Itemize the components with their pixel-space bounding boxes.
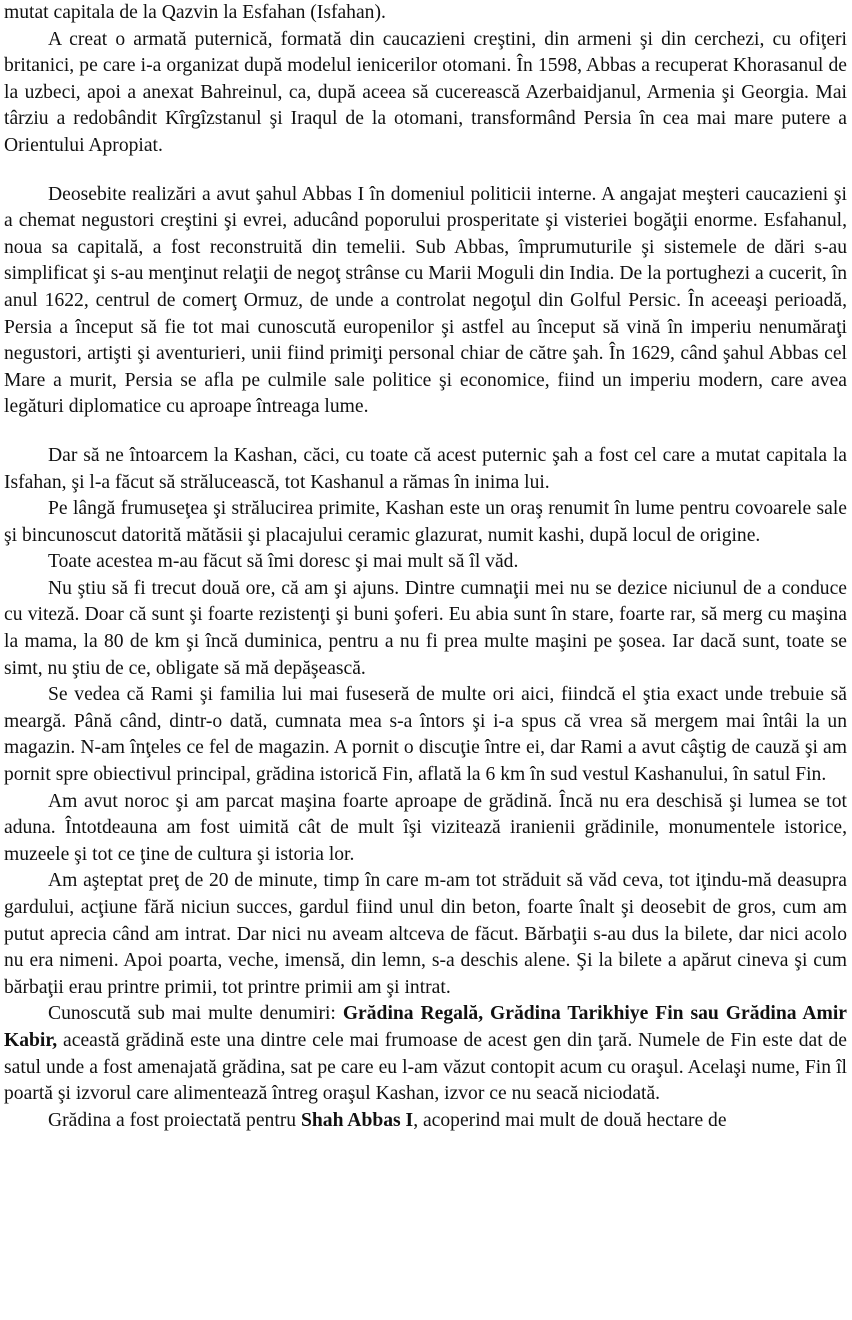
paragraph xyxy=(4,682,847,788)
paragraph-text: Deosebite realizări a avut şahul Abbas I în domeniul politicii interne. A angajat meşteri caucazieni şi a chemat negustori creştini şi evrei, aducând poporului prosperitate şi visteriei bogăţii enorme. Esfahanul, noua sa capitală, a fost reconstruită din temelii. Sub Abbas, împrumuturile şi sistemele de dări s-au simplificat şi s-au menţinut relaţii de negoţ strânse cu Marii Moguli din India. De la portughezi a cucerit, în anul 1622, centrul de comerţ Ormuz, de unde a controlat negoţul din Golful Persic. În aceeaşi perioadă, Persia a început să fie tot mai cunoscută europenilor şi astfel au început să vină în imperiu nenumăraţi negustori, artişti şi aventurieri, unii fiind primiţi personal chiar de către şah. În 1629, când şahul Abbas cel Mare a murit, Persia se afla pe culmile sale politice şi economice, fiind un imperiu modern, care avea legături diplomatice cu aproape întreaga lume. xyxy=(4,183,847,418)
shah-name-bold: Shah Abbas I xyxy=(300,1109,414,1131)
paragraph xyxy=(4,0,847,27)
paragraph xyxy=(4,27,847,160)
paragraph-text: Toate acestea m-au făcut să îmi doresc şi mai mult să îl văd. xyxy=(48,551,519,573)
paragraph-text: Se vedea că Rami şi familia lui mai fuseseră de multe ori aici, fiindcă el ştia exact unde trebuie să meargă. Până când, dintr-o dată, cumnata mea s-a întors şi i-a spus că vrea să mergem mai întâi la un magazin. N-am înţeles ce fel de magazin. A pornit o discuţie între ei, dar Rami a avut câştig de cauză şi am pornit spre obiectivul principal, grădina istorică Fin, aflată la 6 km în sud vestul Kashanului, în satul Fin. xyxy=(4,684,847,786)
paragraph-text: Nu ştiu să fi trecut două ore, că am şi ajuns. Dintre cumnaţii mei nu se dezice niciunul de a conduce cu viteză. Doar că sunt şi foarte rezistenţi şi buni şoferi. Eu abia sunt în stare, foarte rar, să merg cu maşina la mama, la 80 de km şi încă duminica, pentru a nu fi prea multe maşini pe şosea. Iar dacă sunt, toate se simt, nu ştiu de ce, obligate să mă depăşească. xyxy=(4,577,847,679)
paragraph-text: mutat capitala de la Qazvin la Esfahan (Isfahan). xyxy=(4,2,386,23)
paragraph xyxy=(4,868,847,1001)
paragraph-text: Am avut noroc şi am parcat maşina foarte aproape de grădină. Încă nu era deschisă şi lumea se tot aduna. Întotdeauna am fost uimită cât de mult îşi vizitează iranienii grădinile, monumentele istorice, muzeele şi tot ce ţine de cultura şi istoria lor. xyxy=(4,790,847,865)
paragraph xyxy=(4,789,847,869)
paragraph xyxy=(4,1108,847,1135)
paragraph-text: această grădină este una dintre cele mai frumoase de acest gen din ţară. Numele de Fin este dat de satul unde a fost amenajată grădina, sat pe care eu l-am văzut contopit acum cu oraşul. Acelaşi nume, Fin îl poartă şi izvorul care alimentează întreg oraşul Kashan, izvor ce nu seacă niciodată. xyxy=(4,1029,847,1105)
paragraph xyxy=(4,182,847,421)
paragraph-text: Cunoscută sub mai multe denumiri: xyxy=(48,1003,343,1025)
paragraph-text: , acoperind mai mult de două hectare de xyxy=(413,1109,727,1131)
paragraph xyxy=(4,443,847,496)
document-page xyxy=(4,0,847,1134)
paragraph xyxy=(4,549,847,576)
paragraph-text: Am aşteptat preţ de 20 de minute, timp în care m-am tot străduit să văd ceva, tot iţindu-mă deasupra gardului, acţiune fără niciun succes, gardul fiind unul din beton, foarte înalt şi deosebit de gros, cum am putut aprecia când am intrat. Dar nici nu aveam altceva de făcut. Bărbaţii s-au dus la bilete, dar nici acolo nu era nimeni. Apoi poarta, veche, imensă, din lemn, s-a deschis alene. Şi la bilete a apărut cineva şi cum bărbaţii erau printre primii, tot printre primii am şi intrat. xyxy=(4,870,847,998)
paragraph xyxy=(4,1001,847,1107)
garden-names-bold: Grădina Regală, Grădina Tarikhiye Fin sau Grădina Amir Kabir, xyxy=(4,1003,847,1051)
paragraph-text: Dar să ne întoarcem la Kashan, căci, cu toate că acest puternic şah a fost cel care a mutat capitala la Isfahan, şi l-a făcut să strălucească, tot Kashanul a rămas în inima lui. xyxy=(4,444,847,493)
paragraph-text: Grădina a fost proiectată pentru xyxy=(48,1109,301,1131)
paragraph-text: Pe lângă frumuseţea şi strălucirea primite, Kashan este un oraş renumit în lume pentru covoarele sale şi bincunoscut datorită mătăsii şi placajului ceramic glazurat, numit kashi, după locul de origine. xyxy=(4,498,847,546)
paragraph xyxy=(4,576,847,682)
paragraph-text: A creat o armată puternică, formată din caucazieni creştini, din armeni şi din cerchezi, cu ofiţeri britanici, pe care i-a organizat după modelul ienicerilor otomani. În 1598, Abbas a recuperat Khorasanul de la uzbeci, apoi a anexat Bahreinul, ca, după aceea să cucerească Azerbaidjanul, Armenia şi Georgia. Mai târziu a redobândit Kîrgîzstanul şi Iraqul de la otomani, transformând Persia în cea mai mare putere a Orientului Apropiat. xyxy=(4,28,847,156)
paragraph xyxy=(4,496,847,549)
